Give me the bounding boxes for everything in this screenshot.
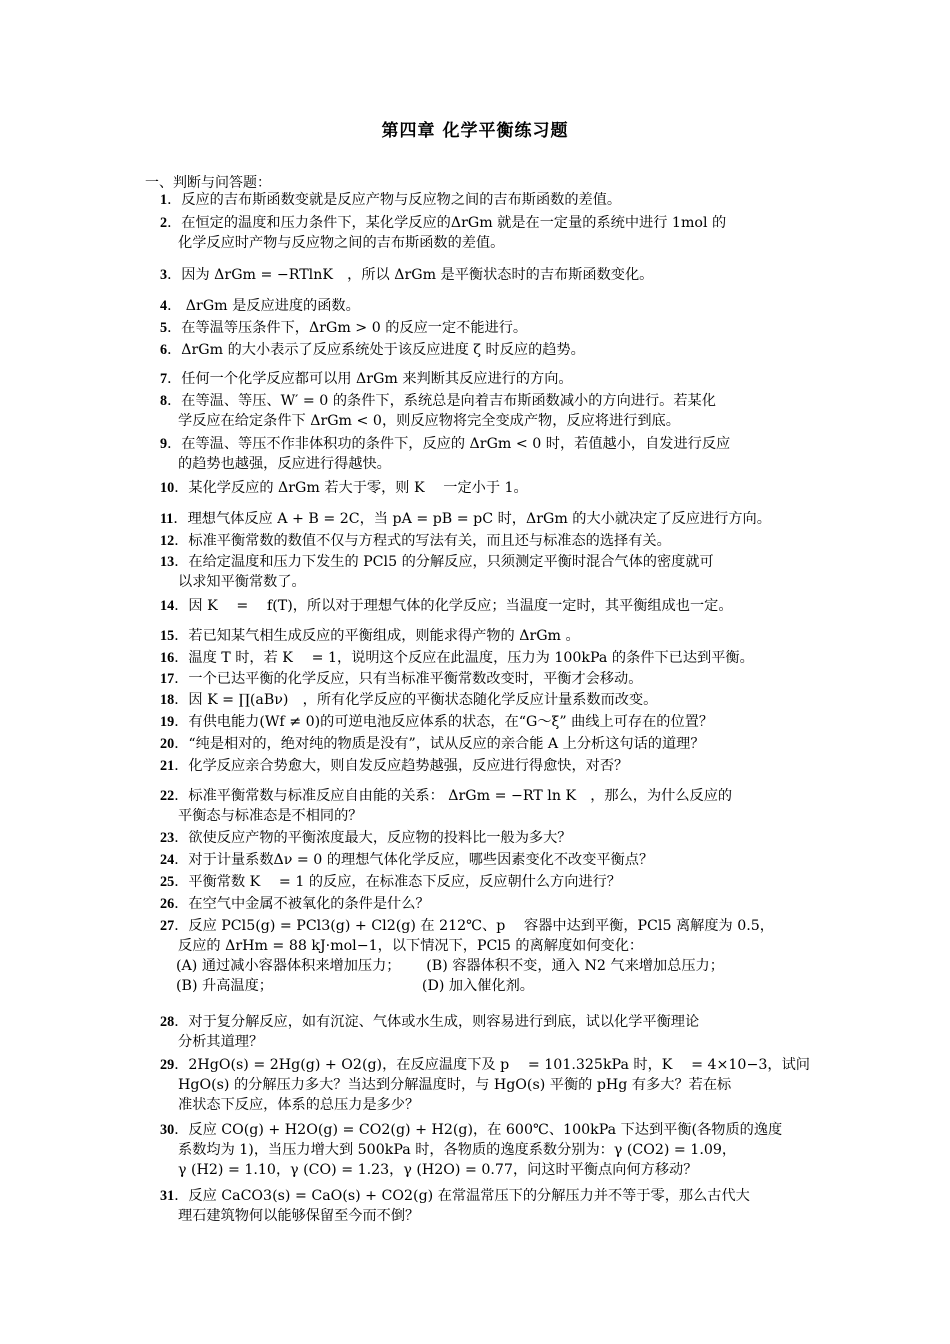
question-line bbox=[160, 916, 815, 936]
question-number: 10 bbox=[160, 480, 175, 496]
question-text: ．任何一个化学反应都可以用 ΔrGm 来判断其反应进行的方向。 bbox=[167, 371, 573, 387]
question-item bbox=[160, 265, 815, 285]
question-line: (B) 升高温度； (D) 加入催化剂。 bbox=[176, 978, 534, 994]
question-number: 21 bbox=[160, 758, 175, 774]
question-number: 14 bbox=[160, 598, 175, 614]
question-line: 准状态下反应，体系的总压力是多少？ bbox=[178, 1097, 420, 1113]
question-number: 29 bbox=[160, 1057, 175, 1073]
question-line: 以求知平衡常数了。 bbox=[178, 574, 306, 590]
question-number: 24 bbox=[160, 852, 175, 868]
question-text: ．若已知某气相生成反应的平衡组成，则能求得产物的 ΔrGm 。 bbox=[174, 628, 580, 644]
question-line bbox=[160, 296, 815, 316]
question-text: ．因为 ΔrGm = −RTlnK ，所以 ΔrGm 是平衡状态时的吉布斯函数变化。 bbox=[167, 267, 654, 283]
question-text: ．在等温等压条件下，ΔrGm > 0 的反应一定不能进行。 bbox=[167, 320, 528, 336]
question-text: ．在空气中金属不被氧化的条件是什么？ bbox=[174, 896, 430, 912]
question-number: 15 bbox=[160, 628, 175, 644]
question-number: 28 bbox=[160, 1014, 175, 1030]
question-item bbox=[160, 213, 815, 253]
question-number: 27 bbox=[160, 918, 175, 934]
question-item bbox=[160, 712, 815, 732]
question-number: 19 bbox=[160, 714, 175, 730]
question-number: 11 bbox=[160, 511, 174, 527]
question-number: 2 bbox=[160, 215, 168, 231]
question-text: ．标准平衡常数与标准反应自由能的关系： ΔrGm = −RT ln K ，那么，为什么反应的 bbox=[174, 788, 733, 804]
question-line bbox=[160, 552, 815, 572]
question-item bbox=[160, 734, 815, 754]
question-text: ．在恒定的温度和压力条件下，某化学反应的ΔrGm 就是在一定量的系统中进行 1mol 的 bbox=[167, 215, 727, 231]
question-item bbox=[160, 828, 815, 848]
question-item bbox=[160, 690, 815, 710]
question-number: 6 bbox=[160, 342, 168, 358]
question-line bbox=[160, 1186, 815, 1206]
question-line: 平衡态与标准态是不相同的？ bbox=[178, 808, 363, 824]
question-number: 13 bbox=[160, 554, 175, 570]
question-item bbox=[160, 872, 815, 892]
question-text: ．温度 T 时，若 K = 1，说明这个反应在此温度，压力为 100kPa 的条件下已达到平衡。 bbox=[174, 650, 754, 666]
question-number: 31 bbox=[160, 1188, 175, 1204]
question-line bbox=[160, 340, 815, 360]
question-number: 18 bbox=[160, 692, 175, 708]
question-line bbox=[160, 478, 815, 498]
question-line bbox=[160, 894, 815, 914]
question-item bbox=[160, 1012, 815, 1052]
question-line bbox=[160, 1012, 815, 1032]
question-line bbox=[160, 828, 815, 848]
question-number: 5 bbox=[160, 320, 168, 336]
question-number: 30 bbox=[160, 1122, 175, 1138]
question-number: 17 bbox=[160, 671, 175, 687]
question-text: ．因 K = ∏(aBν) ，所有化学反应的平衡状态随化学反应计量系数而改变。 bbox=[174, 692, 658, 708]
question-text: ．某化学反应的 ΔrGm 若大于零，则 K 一定小于 1。 bbox=[174, 480, 528, 496]
page-title: 第四章 化学平衡练习题 bbox=[381, 121, 569, 141]
question-line bbox=[160, 648, 815, 668]
question-line bbox=[160, 213, 815, 233]
question-item bbox=[160, 190, 815, 210]
question-text: ．“纯是相对的，绝对纯的物质是没有”，试从反应的亲合能 A 上分析这句话的道理？ bbox=[174, 736, 705, 752]
question-item bbox=[160, 596, 815, 616]
question-line bbox=[160, 872, 815, 892]
question-line bbox=[160, 1055, 815, 1075]
question-line bbox=[160, 669, 815, 689]
question-number: 16 bbox=[160, 650, 175, 666]
question-item bbox=[160, 786, 815, 826]
question-item bbox=[160, 916, 815, 996]
question-number: 26 bbox=[160, 896, 175, 912]
question-item bbox=[160, 756, 815, 776]
question-text: ．反应 CO(g) + H2O(g) = CO2(g) + H2(g)，在 600℃、100kPa 下达到平衡(各物质的逸度 bbox=[174, 1122, 783, 1138]
question-text: ．在等温、等压不作非体积功的条件下，反应的 ΔrGm < 0 时，若值越小，自发进行反应 bbox=[167, 436, 731, 452]
question-line bbox=[160, 734, 815, 754]
question-item bbox=[160, 509, 815, 529]
question-text: ．反应 PCl5(g) = PCl3(g) + Cl2(g) 在 212℃、p 容器中达到平衡，PCl5 离解度为 0.5， bbox=[174, 918, 774, 934]
question-number: 1 bbox=[160, 192, 168, 208]
question-text: ．对于复分解反应，如有沉淀、气体或水生成，则容易进行到底，试以化学平衡理论 bbox=[174, 1014, 700, 1030]
question-line bbox=[160, 265, 815, 285]
question-number: 9 bbox=[160, 436, 168, 452]
question-line bbox=[160, 1120, 815, 1140]
question-number: 25 bbox=[160, 874, 175, 890]
question-item bbox=[160, 648, 815, 668]
question-text: ．一个已达平衡的化学反应，只有当标准平衡常数改变时，平衡才会移动。 bbox=[174, 671, 643, 687]
question-number: 4 bbox=[160, 298, 168, 314]
question-line bbox=[160, 850, 815, 870]
question-number: 23 bbox=[160, 830, 175, 846]
question-line bbox=[160, 690, 815, 710]
question-number: 8 bbox=[160, 393, 168, 409]
question-text: ．平衡常数 K = 1 的反应，在标准态下反应，反应朝什么方向进行？ bbox=[174, 874, 621, 890]
question-number: 12 bbox=[160, 533, 175, 549]
question-item bbox=[160, 434, 815, 474]
question-number: 20 bbox=[160, 736, 175, 752]
question-line bbox=[160, 391, 815, 411]
question-line bbox=[160, 596, 815, 616]
question-line: 学反应在给定条件下 ΔrGm < 0，则反应物将完全变成产物，反应将进行到底。 bbox=[178, 413, 680, 429]
question-line: 系数均为 1)，当压力增大到 500kPa 时，各物质的逸度系数分别为：γ (CO2) = 1.09， bbox=[178, 1142, 737, 1158]
question-line bbox=[160, 318, 815, 338]
question-item bbox=[160, 850, 815, 870]
question-line bbox=[160, 190, 815, 210]
question-text: ．在给定温度和压力下发生的 PCl5 的分解反应，只须测定平衡时混合气体的密度就可 bbox=[174, 554, 714, 570]
question-item bbox=[160, 340, 815, 360]
question-text: ．对于计量系数Δν = 0 的理想气体化学反应，哪些因素变化不改变平衡点？ bbox=[174, 852, 654, 868]
question-line: 的趋势也越强，反应进行得越快。 bbox=[178, 456, 391, 472]
question-text: ．ΔrGm 的大小表示了反应系统处于该反应进度 ζ 时反应的趋势。 bbox=[167, 342, 585, 358]
question-line: 反应的 ΔrHm = 88 kJ·mol−1，以下情况下，PCl5 的离解度如何变化： bbox=[178, 938, 644, 954]
question-line: 化学反应时产物与反应物之间的吉布斯函数的差值。 bbox=[178, 235, 505, 251]
question-text: ．因 K = f(T)，所以对于理想气体的化学反应；当温度一定时，其平衡组成也一定。 bbox=[174, 598, 733, 614]
question-line bbox=[160, 712, 815, 732]
question-text: ．化学反应亲合势愈大，则自发反应趋势越强，反应进行得愈快，对否？ bbox=[174, 758, 629, 774]
question-line bbox=[160, 756, 815, 776]
question-item bbox=[160, 531, 815, 551]
question-item bbox=[160, 369, 815, 389]
question-line bbox=[160, 531, 815, 551]
question-line: γ (H2) = 1.10，γ (CO) = 1.23，γ (H2O) = 0.77，问这时平衡点向何方移动？ bbox=[178, 1162, 698, 1178]
question-text: ．在等温、等压、W′ = 0 的条件下，系统总是向着吉布斯函数减小的方向进行。若某化 bbox=[167, 393, 716, 409]
question-text: ．标准平衡常数的数值不仅与方程式的写法有关，而且还与标准态的选择有关。 bbox=[174, 533, 671, 549]
question-text: ．反应的吉布斯函数变就是反应产物与反应物之间的吉布斯函数的差值。 bbox=[167, 192, 622, 208]
question-text: ．欲使反应产物的平衡浓度最大，反应物的投料比一般为多大？ bbox=[174, 830, 572, 846]
question-item bbox=[160, 391, 815, 431]
question-text: ．有供电能力(Wf ≠ 0)的可逆电池反应体系的状态，在“G～ξ” 曲线上可存在的位置？ bbox=[174, 714, 714, 730]
question-item bbox=[160, 296, 815, 316]
question-number: 7 bbox=[160, 371, 168, 387]
question-item bbox=[160, 1055, 815, 1115]
question-item bbox=[160, 1186, 815, 1226]
section-heading: 一、判断与问答题： bbox=[145, 175, 271, 191]
question-item bbox=[160, 1120, 815, 1180]
question-number: 3 bbox=[160, 267, 168, 283]
question-item bbox=[160, 318, 815, 338]
question-item bbox=[160, 626, 815, 646]
question-item bbox=[160, 894, 815, 914]
question-text: ．2HgO(s) = 2Hg(g) + O2(g)，在反应温度下及 p = 101.325kPa 时，K = 4×10−3，试问 bbox=[174, 1057, 810, 1073]
question-line bbox=[160, 369, 815, 389]
question-text: ． ΔrGm 是反应进度的函数。 bbox=[167, 298, 360, 314]
question-item bbox=[160, 478, 815, 498]
question-text: ．反应 CaCO3(s) = CaO(s) + CO2(g) 在常温常压下的分解压力并不等于零，那么古代大 bbox=[174, 1188, 750, 1204]
question-line: 理石建筑物何以能够保留至今而不倒？ bbox=[178, 1208, 420, 1224]
question-line bbox=[160, 626, 815, 646]
question-item bbox=[160, 669, 815, 689]
question-line bbox=[160, 434, 815, 454]
question-item bbox=[160, 552, 815, 592]
question-number: 22 bbox=[160, 788, 175, 804]
question-line bbox=[160, 509, 815, 529]
question-line: 分析其道理？ bbox=[178, 1034, 264, 1050]
question-line: (A) 通过减小容器体积来增加压力； (B) 容器体积不变，通入 N2 气来增加总压力； bbox=[176, 958, 724, 974]
question-text: ．理想气体反应 A + B = 2C，当 pA = pB = pC 时，ΔrGm 的大小就决定了反应进行方向。 bbox=[173, 511, 771, 527]
question-line: HgO(s) 的分解压力多大？当达到分解温度时，与 HgO(s) 平衡的 pHg 有多大？若在标 bbox=[178, 1077, 732, 1093]
question-line bbox=[160, 786, 815, 806]
